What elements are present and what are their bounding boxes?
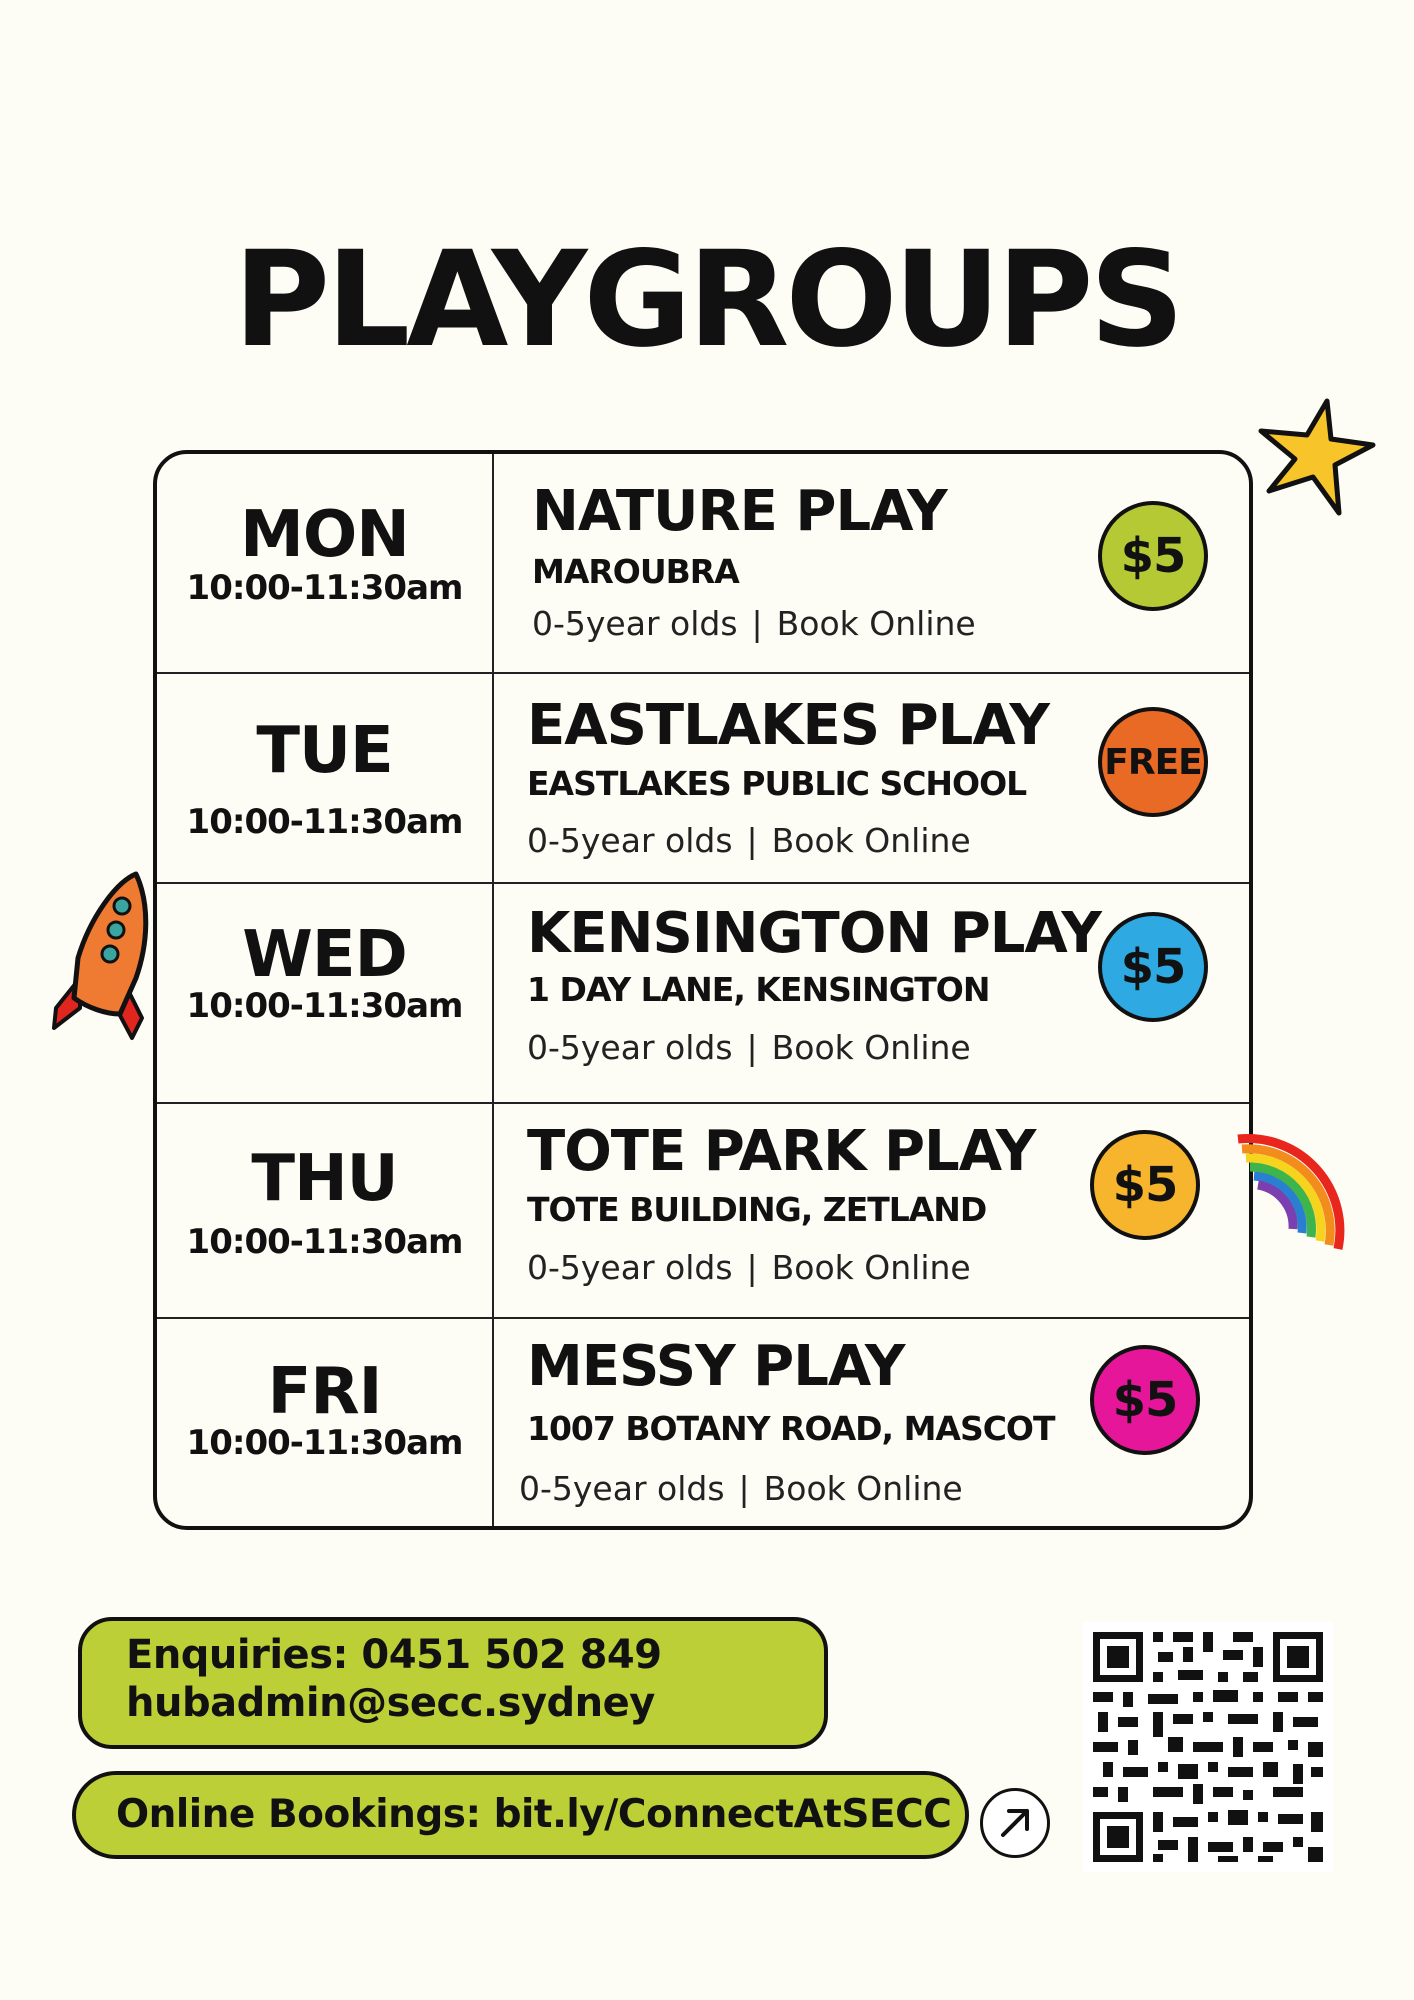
arrow-up-right-icon[interactable] xyxy=(980,1788,1050,1858)
day-label: WED xyxy=(242,918,407,992)
rainbow-icon xyxy=(1232,1113,1362,1261)
time-label: 10:00-11:30am xyxy=(186,986,463,1026)
playgroup-name: EASTLAKES PLAY xyxy=(527,693,1049,758)
enquiries-phone[interactable]: Enquiries: 0451 502 849 xyxy=(126,1632,662,1678)
enquiries-email[interactable]: hubadmin@secc.sydney xyxy=(126,1680,655,1726)
price-badge: $5 xyxy=(1098,912,1208,1022)
book-online-link[interactable]: Book Online xyxy=(776,604,976,643)
age-range: 0-5year olds xyxy=(519,1469,725,1508)
schedule-row-fri xyxy=(157,1319,1249,1530)
playgroup-name: NATURE PLAY xyxy=(532,479,947,544)
time-label: 10:00-11:30am xyxy=(186,1423,463,1463)
day-label: THU xyxy=(251,1142,398,1216)
rocket-icon xyxy=(46,868,150,1043)
schedule-row-tue xyxy=(157,674,1249,884)
online-bookings-box[interactable] xyxy=(72,1771,969,1859)
playgroup-name: MESSY PLAY xyxy=(527,1334,905,1399)
playgroup-meta xyxy=(527,821,971,861)
price-badge: FREE xyxy=(1098,707,1208,817)
separator: | xyxy=(738,1469,750,1508)
time-label: 10:00-11:30am xyxy=(186,802,463,842)
separator: | xyxy=(746,1028,758,1067)
playgroup-meta xyxy=(527,1248,971,1288)
age-range: 0-5year olds xyxy=(527,1248,733,1287)
online-bookings-link[interactable]: Online Bookings: bit.ly/ConnectAtSECC xyxy=(116,1792,952,1837)
book-online-link[interactable]: Book Online xyxy=(763,1469,963,1508)
price-badge: $5 xyxy=(1090,1345,1200,1455)
schedule-row-wed xyxy=(157,884,1249,1104)
price-badge: $5 xyxy=(1090,1130,1200,1240)
playgroup-location: TOTE BUILDING, ZETLAND xyxy=(527,1190,987,1229)
book-online-link[interactable]: Book Online xyxy=(771,1248,971,1287)
separator: | xyxy=(746,1248,758,1287)
schedule-row-mon xyxy=(157,454,1249,674)
playgroup-meta xyxy=(519,1469,963,1509)
separator: | xyxy=(751,604,763,643)
playgroup-name: KENSINGTON PLAY xyxy=(527,901,1101,966)
playgroup-meta xyxy=(527,1028,971,1068)
age-range: 0-5year olds xyxy=(532,604,738,643)
separator: | xyxy=(746,821,758,860)
time-label: 10:00-11:30am xyxy=(186,1222,463,1262)
playgroup-meta xyxy=(532,604,976,644)
price-badge: $5 xyxy=(1098,501,1208,611)
qr-code-icon[interactable] xyxy=(1083,1622,1333,1872)
time-label: 10:00-11:30am xyxy=(186,568,463,608)
schedule-row-thu xyxy=(157,1104,1249,1319)
day-label: FRI xyxy=(267,1355,382,1429)
day-label: TUE xyxy=(256,714,393,788)
playgroup-name: TOTE PARK PLAY xyxy=(527,1119,1036,1184)
playgroup-location: 1 DAY LANE, KENSINGTON xyxy=(527,970,990,1009)
age-range: 0-5year olds xyxy=(527,821,733,860)
page-title: PLAYGROUPS xyxy=(233,223,1181,377)
book-online-link[interactable]: Book Online xyxy=(771,1028,971,1067)
enquiries-box xyxy=(78,1617,828,1749)
schedule-table xyxy=(153,450,1253,1530)
playgroup-location: MAROUBRA xyxy=(532,552,739,591)
book-online-link[interactable]: Book Online xyxy=(771,821,971,860)
day-label: MON xyxy=(240,498,409,572)
age-range: 0-5year olds xyxy=(527,1028,733,1067)
star-icon xyxy=(1255,393,1381,525)
playgroup-location: EASTLAKES PUBLIC SCHOOL xyxy=(527,764,1027,803)
playgroup-location: 1007 BOTANY ROAD, MASCOT xyxy=(527,1409,1055,1448)
